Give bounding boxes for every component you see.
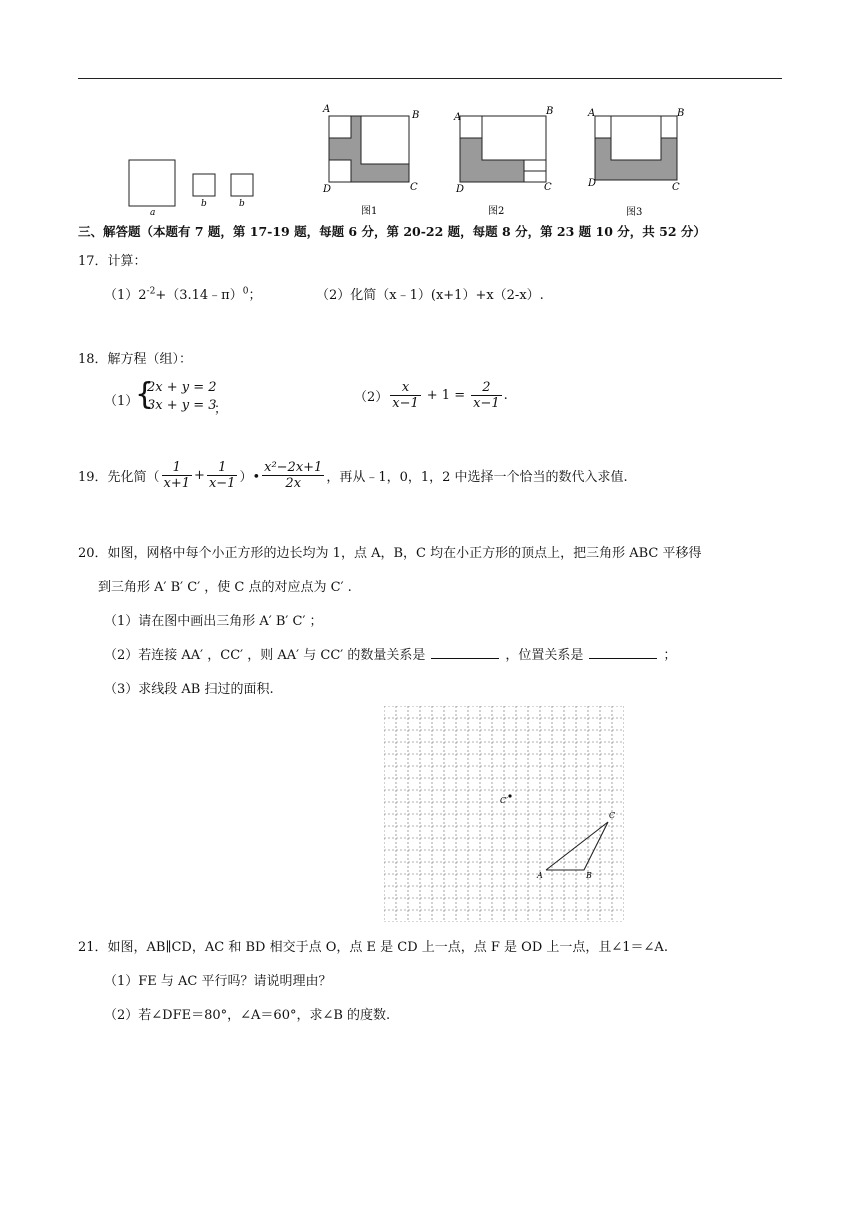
svg-text:C: C bbox=[544, 182, 552, 193]
q18-p2-end: . bbox=[503, 388, 508, 403]
point-c-prime bbox=[508, 794, 511, 797]
label-b2: b bbox=[239, 199, 245, 209]
figure-1 bbox=[322, 104, 419, 217]
q17-part1 bbox=[104, 284, 261, 303]
q20-line2: 到三角形 A′ B′ C′ ，使 C 点的对应点为 C′ . bbox=[98, 580, 352, 595]
q19-f3-den: 2x bbox=[285, 476, 302, 491]
q20-p2-c: ； bbox=[663, 648, 677, 663]
triangle-abc bbox=[546, 822, 608, 870]
q18-part2 bbox=[354, 380, 508, 411]
q20-part1: （1）请在图中画出三角形 A′ B′ C′ ； bbox=[104, 614, 323, 629]
svg-text:图2: 图2 bbox=[488, 206, 505, 217]
q20-line1: 20．如图，网格中每个小正方形的边长均为 1，点 A，B，C 均在小正方形的顶点上，把三角形 ABC 平移得 bbox=[78, 546, 702, 561]
q20-p2-b: ，位置关系是 bbox=[505, 648, 584, 663]
label-a: a bbox=[150, 208, 156, 218]
q20-grid-figure bbox=[384, 706, 624, 922]
q19-f2-den: x−1 bbox=[208, 476, 236, 491]
q17-title: 17．计算： bbox=[78, 254, 147, 269]
square-b1 bbox=[193, 174, 215, 196]
svg-text:D: D bbox=[456, 184, 465, 195]
q18-brace: { bbox=[135, 377, 155, 412]
svg-text:D: D bbox=[323, 184, 332, 195]
square-figures bbox=[120, 98, 720, 222]
q20-part3: （3）求线段 AB 扫过的面积. bbox=[104, 682, 274, 697]
q19-f1-num: 1 bbox=[162, 460, 193, 476]
label-b-grid: B bbox=[586, 871, 592, 880]
label-b1: b bbox=[201, 199, 207, 209]
svg-text:B: B bbox=[546, 106, 554, 117]
q17-p1-exp: -2 bbox=[146, 286, 156, 297]
header-rule bbox=[78, 78, 782, 79]
q18-title: 18．解方程（组）： bbox=[78, 352, 193, 367]
q18-frac2 bbox=[471, 380, 502, 411]
q19-f2-num: 1 bbox=[207, 460, 238, 476]
q19-plus: + bbox=[194, 468, 205, 483]
q17-p1-suffix: ； bbox=[248, 288, 262, 303]
q20-p2-a: （2）若连接 AA′ ，CC′ ，则 AA′ 与 CC′ 的数量关系是 bbox=[104, 648, 426, 663]
label-a-grid: A bbox=[537, 871, 543, 880]
svg-text:B: B bbox=[677, 108, 685, 119]
q21-part1: （1）FE 与 AC 平行吗？请说明理由？ bbox=[104, 974, 332, 989]
q18-frac2-den: x−1 bbox=[473, 396, 500, 411]
q18-frac1 bbox=[390, 380, 421, 411]
q18-p1-label: （1） bbox=[104, 394, 139, 409]
q18-eq2: 3x + y = 3 bbox=[147, 398, 217, 413]
q17-part2: （2）化简（x﹣1）(x+1）+x（2-x）. bbox=[316, 288, 544, 303]
q19-prefix: 19．先化简（ bbox=[78, 470, 160, 485]
q19-frac3 bbox=[262, 460, 324, 491]
q19-f3-num: x²−2x+1 bbox=[264, 460, 323, 475]
svg-text:C: C bbox=[410, 182, 418, 193]
q20-part2 bbox=[104, 644, 676, 663]
label-c-grid: C bbox=[609, 811, 616, 820]
grid-lines bbox=[384, 706, 624, 922]
q18-frac2-num: 2 bbox=[471, 380, 502, 396]
label-cprime-grid: C′ bbox=[500, 796, 508, 805]
q20-blank-2[interactable] bbox=[589, 646, 657, 659]
q19-f1-den: x+1 bbox=[163, 476, 191, 491]
q21-line1: 21．如图，AB∥CD，AC 和 BD 相交于点 O，点 E 是 CD 上一点，点 F 是 OD 上一点，且∠1＝∠A. bbox=[78, 940, 668, 955]
svg-text:A: A bbox=[588, 108, 596, 119]
svg-text:图1: 图1 bbox=[361, 206, 378, 217]
q18-p1-end: ； bbox=[214, 402, 228, 417]
q19-frac2 bbox=[207, 460, 238, 491]
svg-text:A: A bbox=[323, 104, 331, 115]
q20-blank-1[interactable] bbox=[431, 646, 499, 659]
q18-frac1-num: x bbox=[390, 380, 421, 396]
q19 bbox=[78, 460, 628, 491]
figure-3 bbox=[587, 108, 684, 218]
q19-close: ）• bbox=[239, 470, 261, 485]
triangle-abc-edges bbox=[546, 822, 608, 870]
svg-text:D: D bbox=[588, 178, 597, 189]
q19-suffix: ，再从﹣1，0，1，2 中选择一个恰当的数代入求值. bbox=[326, 470, 628, 485]
svg-text:A: A bbox=[454, 112, 462, 123]
q21-part2: （2）若∠DFE＝80°，∠A＝60°，求∠B 的度数. bbox=[104, 1008, 391, 1023]
square-b2 bbox=[231, 174, 253, 196]
q19-frac1 bbox=[162, 460, 193, 491]
q17-p1-exp2: 0 bbox=[242, 286, 249, 297]
section-heading: 三、解答题（本题有 7 题，第 17-19 题，每题 6 分，第 20-22 题，每题 8 分，第 23 题 10 分，共 52 分） bbox=[78, 224, 706, 239]
q18-p2-label: （2） bbox=[354, 390, 389, 405]
q18-mid: + 1 = bbox=[426, 388, 466, 403]
svg-text:C: C bbox=[672, 182, 680, 193]
svg-text:B: B bbox=[412, 110, 420, 121]
square-a bbox=[129, 160, 175, 206]
svg-text:图3: 图3 bbox=[626, 207, 643, 218]
q18-eq1: 2x + y = 2 bbox=[147, 380, 217, 395]
q18-frac1-den: x−1 bbox=[392, 396, 419, 411]
q17-p1-mid: +（3.14﹣π） bbox=[155, 288, 243, 303]
q17-p1-prefix: （1）2 bbox=[104, 288, 147, 303]
figure-2 bbox=[453, 106, 553, 217]
